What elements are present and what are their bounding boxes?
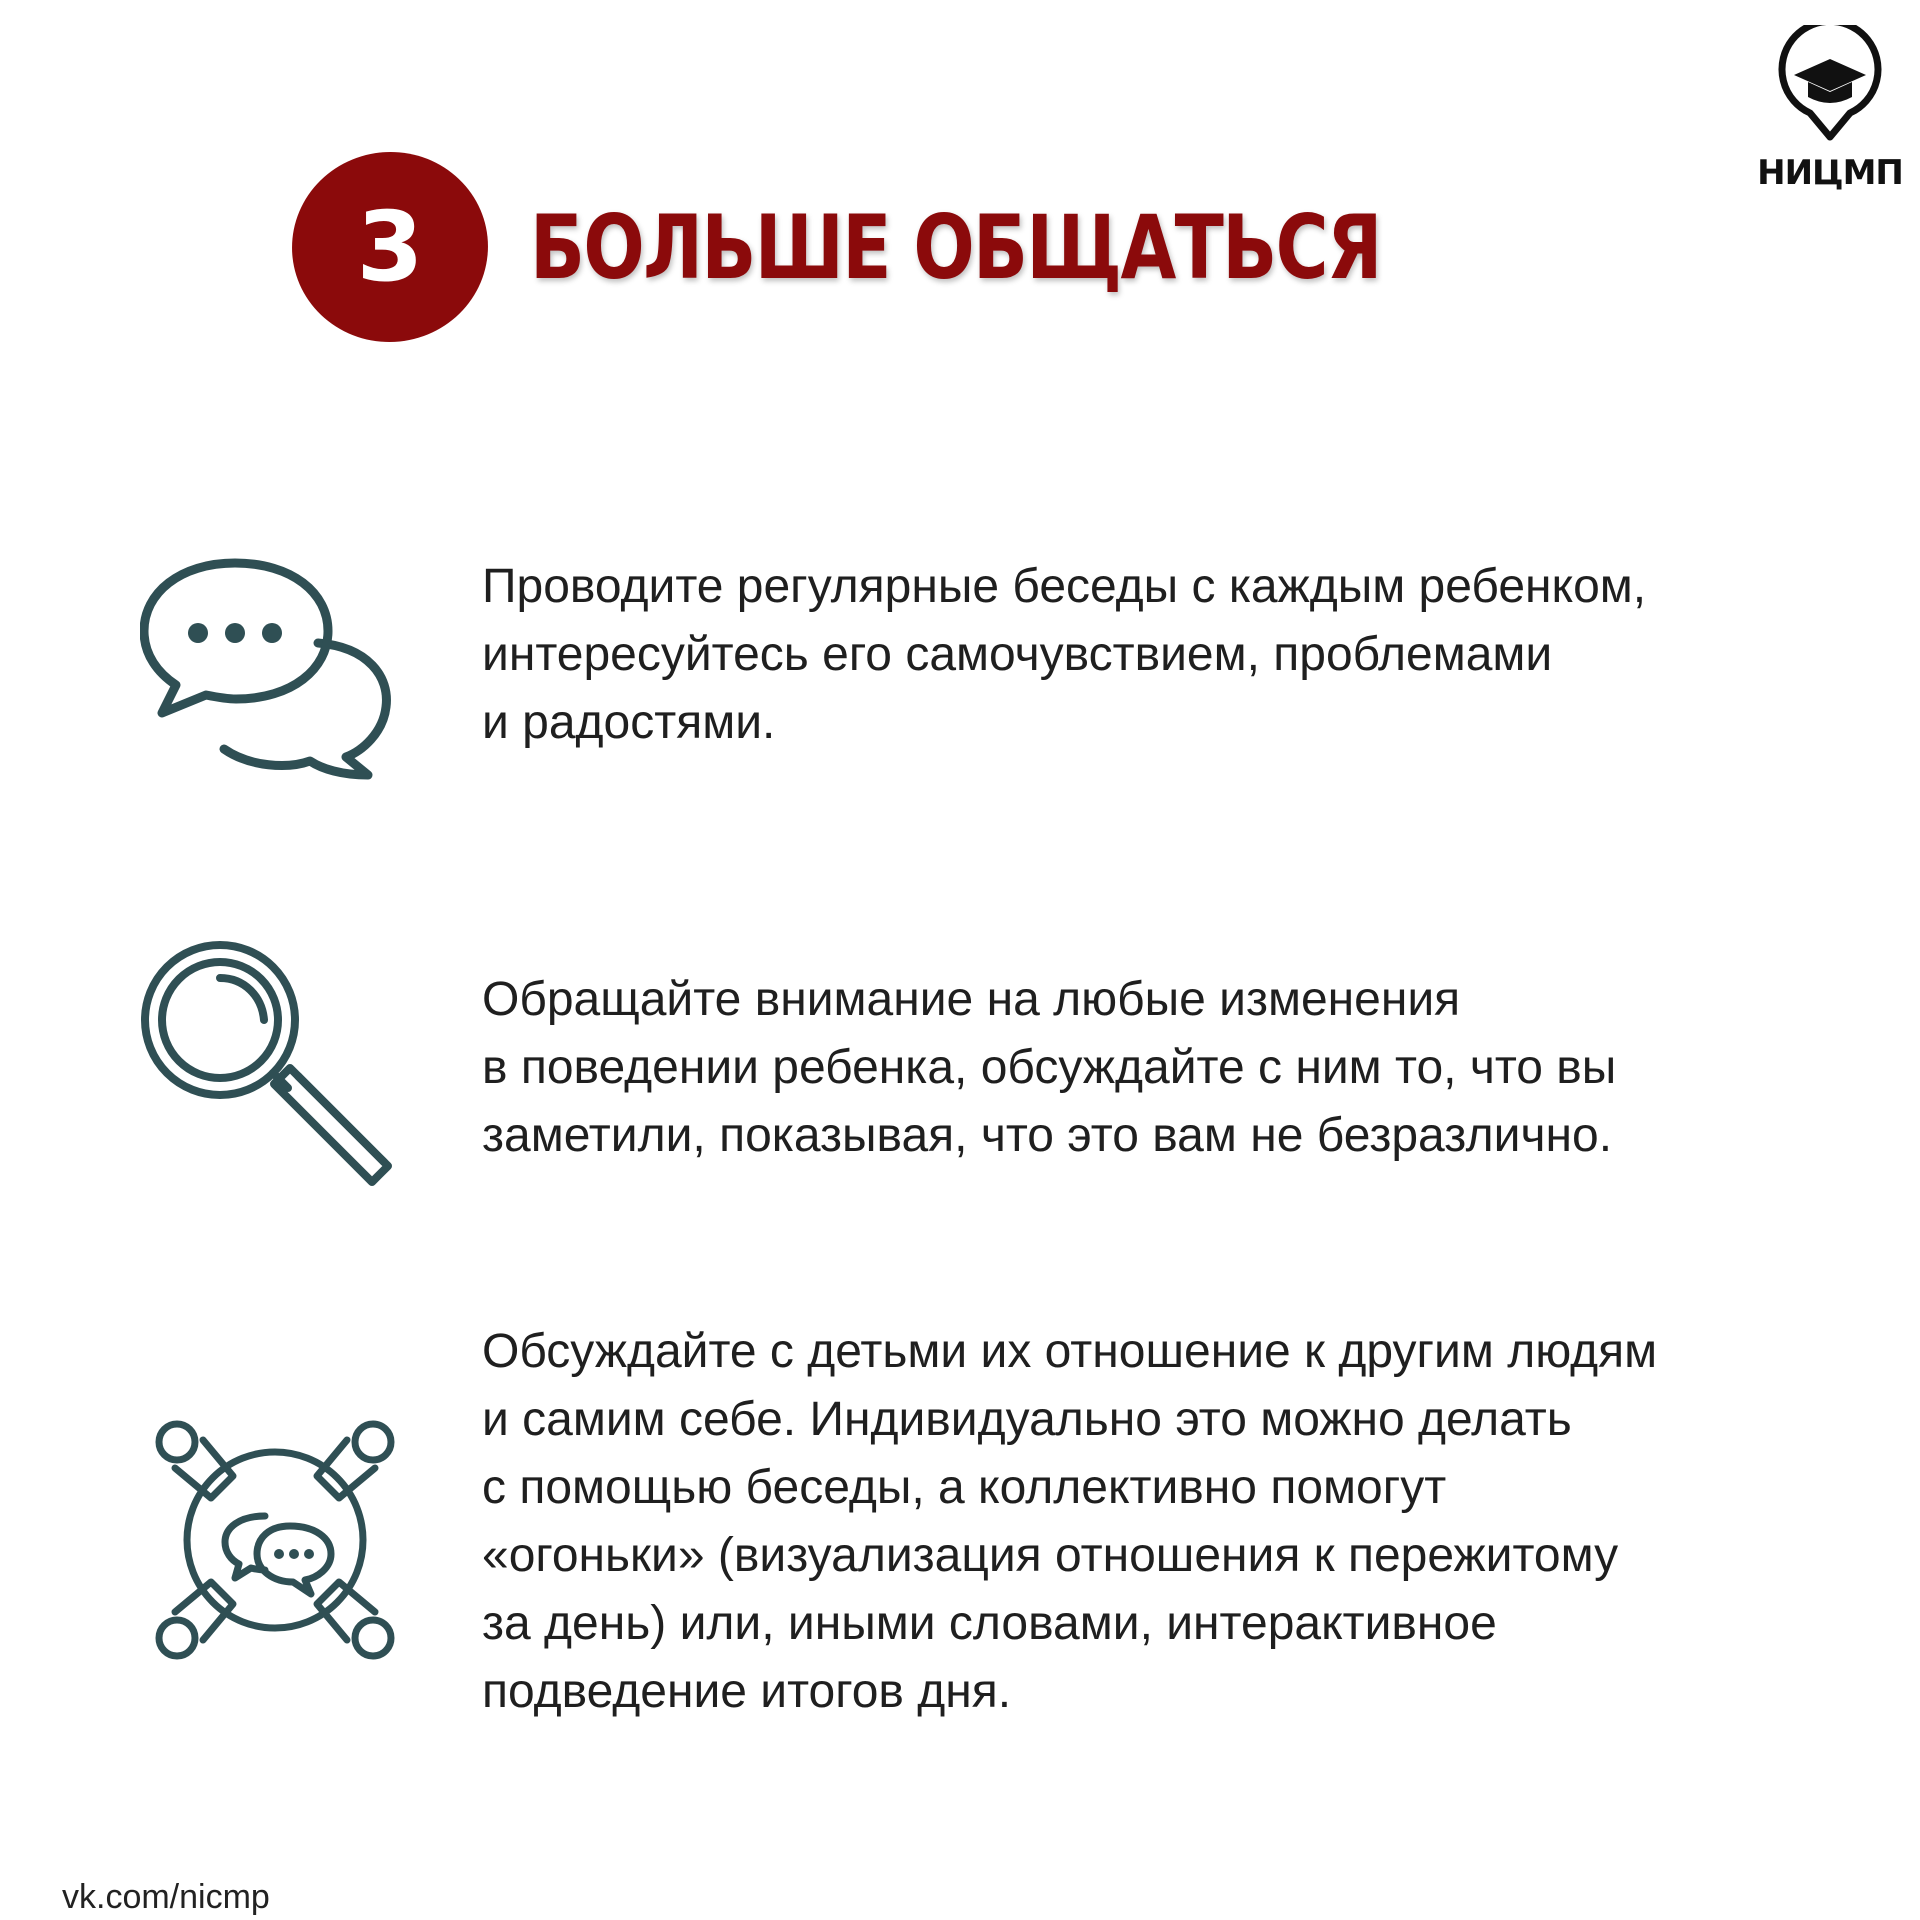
item-text: Проводите регулярные беседы с каждым ребенком, интересуйтесь его самочувствием, проблемами и радостями. [482, 560, 1647, 749]
item-text: Обсуждайте с детьми их отношение к другим людям и самим себе. Индивидуально это можно делать с помощью беседы, а коллективно помогут «огоньки» (визуализация отношения к пережитому за день) или, иными словами, интерактивное подведение итогов дня. [482, 1325, 1658, 1718]
logo-text: НИЦМП [1757, 153, 1903, 193]
logo [1755, 25, 1905, 195]
item-text: Обращайте внимание на любые изменения в поведении ребенка, обсуждайте с ним то, что вы заметили, показывая, что это вам не безразлично. [482, 973, 1617, 1162]
page-title: БОЛЬШЕ ОБЩАТЬСЯ [530, 196, 1381, 299]
group-discussion-icon [155, 1420, 395, 1660]
step-number: 3 [356, 191, 424, 303]
chat-bubbles-icon [140, 555, 400, 785]
footer-link[interactable]: vk.com/nicmp [62, 1878, 270, 1916]
magnifying-glass-icon [140, 940, 400, 1190]
graduation-cap-pin-icon [1770, 25, 1890, 145]
